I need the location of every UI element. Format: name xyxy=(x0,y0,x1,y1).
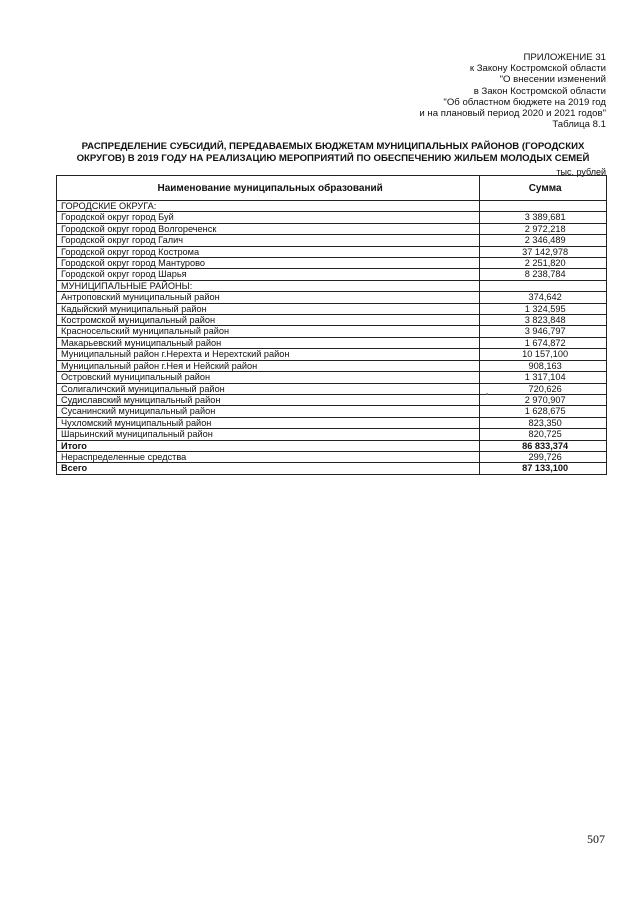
row-sum-cell: 1 324,595 xyxy=(480,303,607,314)
row-name-cell: Шарьинский муниципальный район xyxy=(57,429,480,440)
subsidy-table xyxy=(56,175,607,475)
row-sum-cell: 820,725 xyxy=(480,429,607,440)
column-header-name: Наименование муниципальных образований xyxy=(57,176,480,201)
row-name-cell: Городской округ город Буй xyxy=(57,212,480,223)
row-name-cell: ГОРОДСКИЕ ОКРУГА: xyxy=(57,201,480,212)
table-row xyxy=(57,269,607,280)
row-name-cell: Муниципальный район г.Нерехта и Нерехтский район xyxy=(57,349,480,360)
table-row xyxy=(57,201,607,212)
row-sum-cell: 10 157,100 xyxy=(480,349,607,360)
table-row xyxy=(57,280,607,291)
row-name-cell: Красносельский муниципальный район xyxy=(57,326,480,337)
table-row xyxy=(57,394,607,405)
title-line: РАСПРЕДЕЛЕНИЕ СУБСИДИЙ, ПЕРЕДАВАЕМЫХ БЮДЖЕТАМ МУНИЦИПАЛЬНЫХ РАЙОНОВ (ГОРОДСКИХ xyxy=(81,141,585,152)
row-sum-cell: 1 317,104 xyxy=(480,372,607,383)
row-sum-cell: 1 628,675 xyxy=(480,406,607,417)
row-sum-cell: 3 946,797 xyxy=(480,326,607,337)
row-name-cell: Солигаличский муниципальный район xyxy=(57,383,480,394)
scan-speck xyxy=(486,393,488,395)
units-label: тыс. рублей xyxy=(556,167,606,177)
row-sum-cell xyxy=(480,280,607,291)
row-sum-cell: 2 346,489 xyxy=(480,235,607,246)
appendix-line: к Закону Костромской области xyxy=(469,63,606,75)
row-sum-cell: 3 823,848 xyxy=(480,315,607,326)
table-number: Таблица 8.1 xyxy=(552,119,606,131)
row-sum-cell: 720,626 xyxy=(480,383,607,394)
table-row xyxy=(57,292,607,303)
row-sum-cell: 86 833,374 xyxy=(480,440,607,451)
table-row xyxy=(57,349,607,360)
row-sum-cell: 2 972,218 xyxy=(480,223,607,234)
row-name-cell: Городской округ город Кострома xyxy=(57,246,480,257)
row-sum-cell: 1 674,872 xyxy=(480,337,607,348)
table-row xyxy=(57,246,607,257)
row-sum-cell: 374,642 xyxy=(480,292,607,303)
subtotal-row xyxy=(57,440,607,451)
table-row xyxy=(57,429,607,440)
table-row xyxy=(57,212,607,223)
table-header-row xyxy=(57,176,607,201)
row-name-cell: Макарьевский муниципальный район xyxy=(57,337,480,348)
table-row xyxy=(57,372,607,383)
grand-total-row xyxy=(57,463,607,474)
row-sum-cell: 87 133,100 xyxy=(480,463,607,474)
row-name-cell: Городской округ город Мантурово xyxy=(57,258,480,269)
row-name-cell: Городской округ город Шарья xyxy=(57,269,480,280)
appendix-line: "Об областном бюджете на 2019 год xyxy=(443,96,606,108)
row-name-cell: Нераспределенные средства xyxy=(57,451,480,462)
appendix-line: "О внесении изменений xyxy=(499,74,606,86)
table-row xyxy=(57,451,607,462)
table-row xyxy=(57,258,607,269)
table-row xyxy=(57,383,607,394)
table-row xyxy=(57,223,607,234)
row-name-cell: Чухломский муниципальный район xyxy=(57,417,480,428)
row-sum-cell: 8 238,784 xyxy=(480,269,607,280)
row-sum-cell: 908,163 xyxy=(480,360,607,371)
row-sum-cell: 2 970,907 xyxy=(480,394,607,405)
row-name-cell: Городской округ город Волгореченск xyxy=(57,223,480,234)
row-name-cell: Городской округ город Галич xyxy=(57,235,480,246)
table-row xyxy=(57,303,607,314)
table-row xyxy=(57,235,607,246)
appendix-line: ПРИЛОЖЕНИЕ 31 xyxy=(523,52,606,63)
row-sum-cell: 823,350 xyxy=(480,417,607,428)
table-row xyxy=(57,315,607,326)
table-row xyxy=(57,337,607,348)
row-name-cell: Костромской муниципальный район xyxy=(57,315,480,326)
row-sum-cell: 2 251,820 xyxy=(480,258,607,269)
table-row xyxy=(57,406,607,417)
appendix-line: и на плановый период 2020 и 2021 годов" xyxy=(419,108,606,120)
row-sum-cell: 3 389,681 xyxy=(480,212,607,223)
appendix-header xyxy=(346,52,606,130)
document-title xyxy=(60,141,606,165)
title-line: ОКРУГОВ) В 2019 ГОДУ НА РЕАЛИЗАЦИЮ МЕРОПРИЯТИЙ ПО ОБЕСПЕЧЕНИЮ ЖИЛЬЕМ МОЛОДЫХ СЕМЕЙ xyxy=(76,153,590,164)
row-sum-cell: 299,726 xyxy=(480,451,607,462)
table-row xyxy=(57,417,607,428)
row-name-cell: МУНИЦИПАЛЬНЫЕ РАЙОНЫ: xyxy=(57,280,480,291)
row-name-cell: Всего xyxy=(57,463,480,474)
row-name-cell: Муниципальный район г.Нея и Нейский район xyxy=(57,360,480,371)
row-sum-cell xyxy=(480,201,607,212)
appendix-line: в Закон Костромской области xyxy=(473,85,606,97)
table-body xyxy=(57,201,607,475)
row-name-cell: Островский муниципальный район xyxy=(57,372,480,383)
table-row xyxy=(57,360,607,371)
row-name-cell: Судиславский муниципальный район xyxy=(57,394,480,405)
row-name-cell: Кадыйский муниципальный район xyxy=(57,303,480,314)
row-name-cell: Антроповский муниципальный район xyxy=(57,292,480,303)
row-name-cell: Сусанинский муниципальный район xyxy=(57,406,480,417)
column-header-sum: Сумма xyxy=(480,176,607,201)
page-number: 507 xyxy=(587,832,605,846)
table-row xyxy=(57,326,607,337)
row-name-cell: Итого xyxy=(57,440,480,451)
row-sum-cell: 37 142,978 xyxy=(480,246,607,257)
